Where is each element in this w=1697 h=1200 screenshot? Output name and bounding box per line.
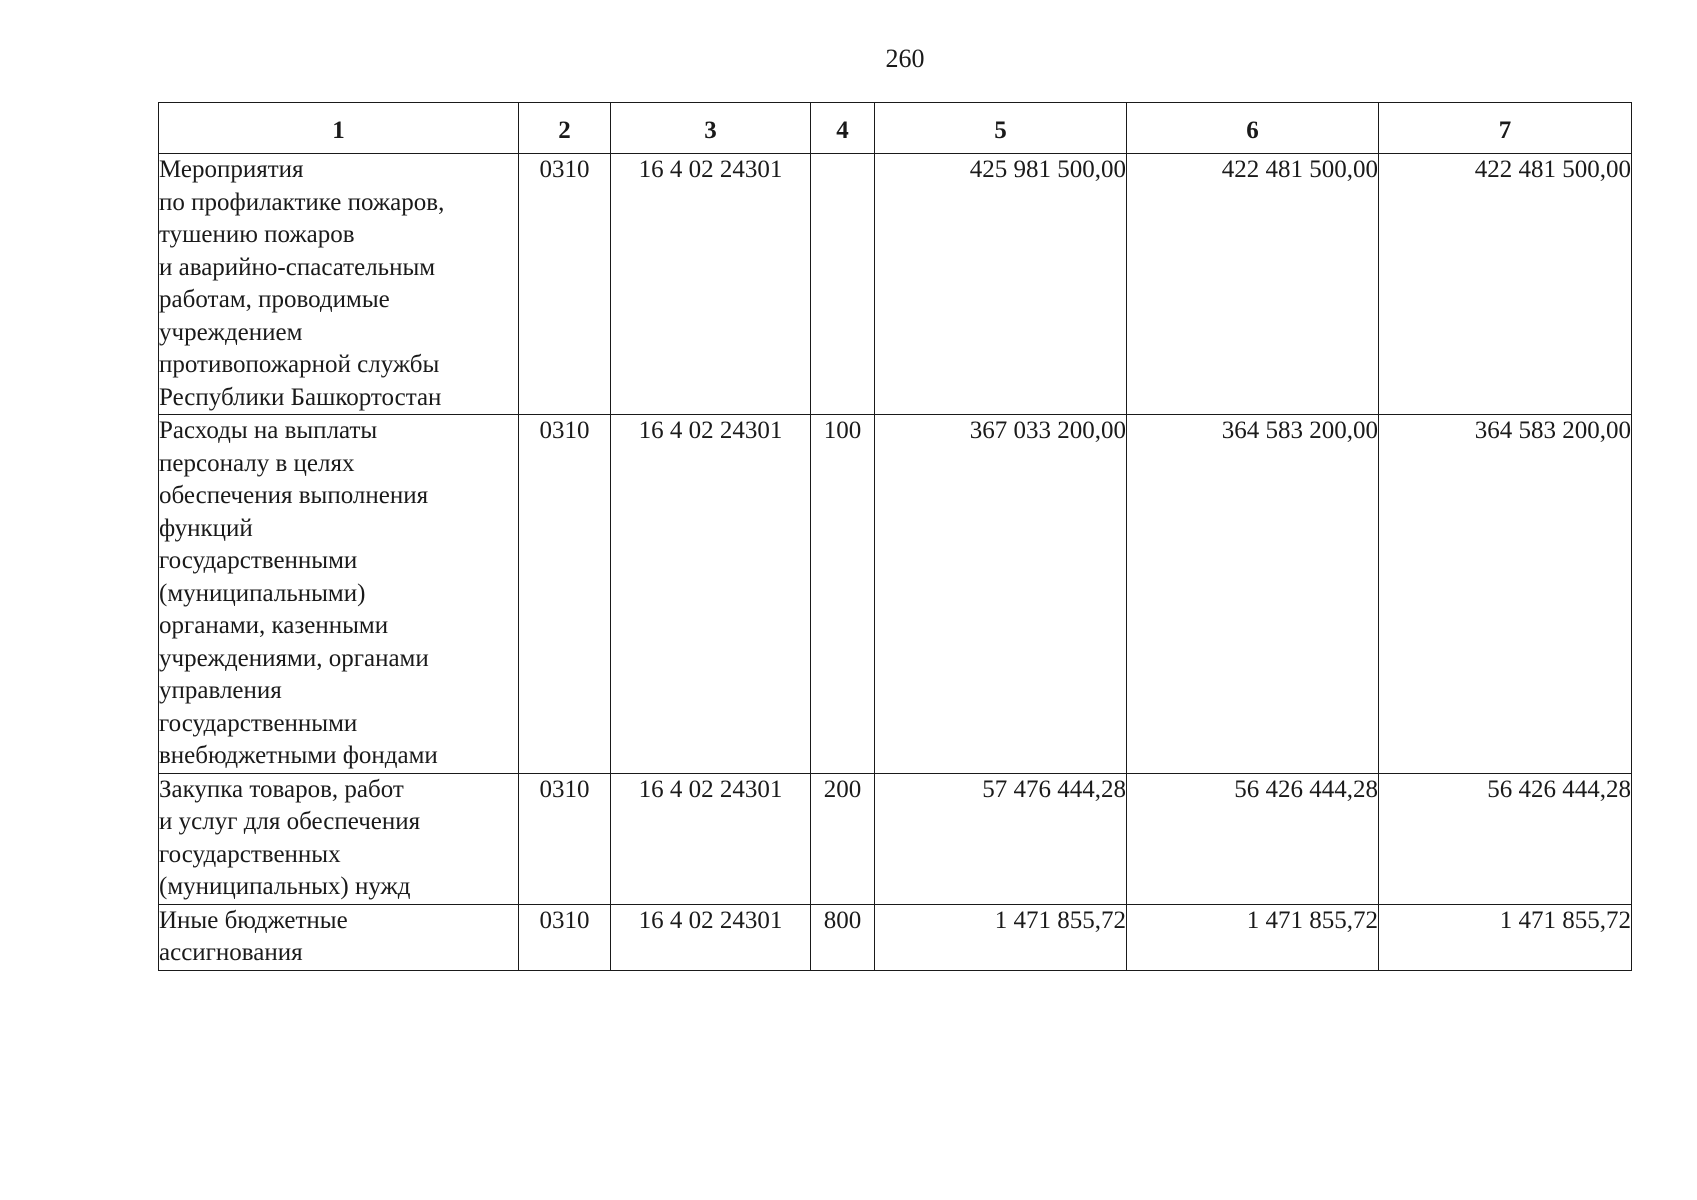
column-header: 4 — [811, 103, 875, 154]
expense-name-cell — [159, 415, 519, 774]
column-header: 5 — [875, 103, 1127, 154]
column-header: 2 — [519, 103, 611, 154]
amount-1-cell: 1 471 855,72 — [875, 904, 1127, 970]
table-row — [159, 904, 1632, 970]
expense-name-line: органами, казенными — [159, 612, 389, 639]
expense-name-line: по профилактике пожаров, — [159, 188, 445, 216]
expense-name-line: (муниципальных) нужд — [159, 873, 411, 900]
table-row — [159, 415, 1632, 774]
expense-type-cell: 800 — [811, 904, 875, 970]
table-row — [159, 154, 1632, 415]
expense-name-line: учреждением — [159, 318, 303, 346]
expense-name-line: противопожарной службы — [159, 351, 440, 378]
amount-2-cell: 56 426 444,28 — [1127, 773, 1379, 904]
expense-type-cell — [811, 154, 875, 415]
expense-name-line: (муниципальными) — [159, 579, 366, 607]
amount-3-cell: 56 426 444,28 — [1379, 773, 1632, 904]
expense-name-line: Закупка товаров, работ — [159, 775, 404, 803]
expense-name-line: Мероприятия — [159, 156, 304, 183]
section-code-cell: 0310 — [519, 904, 611, 970]
expense-name-cell — [159, 773, 519, 904]
page-number: 260 — [885, 44, 925, 73]
expense-name-line: Республики Башкортостан — [159, 383, 442, 411]
budget-table — [158, 102, 1632, 971]
amount-3-cell: 1 471 855,72 — [1379, 904, 1632, 970]
amount-1-cell: 367 033 200,00 — [875, 415, 1127, 774]
target-code-cell: 16 4 02 24301 — [611, 154, 811, 415]
target-code-cell: 16 4 02 24301 — [611, 773, 811, 904]
amount-3-cell: 422 481 500,00 — [1379, 154, 1632, 415]
expense-name-line: государственными — [159, 709, 358, 737]
expense-name-cell — [159, 904, 519, 970]
expense-name-line: Иные бюджетные — [159, 906, 348, 934]
expense-type-cell: 100 — [811, 415, 875, 774]
expense-name-line: обеспечения выполнения — [159, 482, 429, 509]
section-code-cell: 0310 — [519, 154, 611, 415]
amount-2-cell: 364 583 200,00 — [1127, 415, 1379, 774]
expense-name-line: работам, проводимые — [159, 286, 390, 313]
amount-1-cell: 57 476 444,28 — [875, 773, 1127, 904]
expense-name-line: персоналу в целях — [159, 449, 355, 477]
section-code-cell: 0310 — [519, 773, 611, 904]
amount-3-cell: 364 583 200,00 — [1379, 415, 1632, 774]
amount-2-cell: 1 471 855,72 — [1127, 904, 1379, 970]
amount-1-cell: 425 981 500,00 — [875, 154, 1127, 415]
expense-name-line: ассигнования — [159, 939, 303, 966]
expense-name-line: и услуг для обеспечения — [159, 808, 421, 835]
expense-name-line: внебюджетными фондами — [159, 742, 438, 769]
amount-2-cell: 422 481 500,00 — [1127, 154, 1379, 415]
column-header: 6 — [1127, 103, 1379, 154]
expense-name-cell — [159, 154, 519, 415]
column-header: 3 — [611, 103, 811, 154]
expense-name-line: функций — [159, 514, 253, 542]
target-code-cell: 16 4 02 24301 — [611, 904, 811, 970]
expense-name-line: Расходы на выплаты — [159, 417, 378, 444]
expense-name-line: управления — [159, 677, 282, 704]
section-code-cell: 0310 — [519, 415, 611, 774]
column-header: 7 — [1379, 103, 1632, 154]
table-row — [159, 773, 1632, 904]
column-header: 1 — [159, 103, 519, 154]
header-row — [159, 103, 1632, 154]
expense-type-cell: 200 — [811, 773, 875, 904]
expense-name-line: учреждениями, органами — [159, 644, 429, 672]
target-code-cell: 16 4 02 24301 — [611, 415, 811, 774]
expense-name-line: государственными — [159, 547, 358, 574]
expense-name-line: государственных — [159, 840, 341, 868]
expense-name-line: и аварийно-спасательным — [159, 253, 436, 281]
expense-name-line: тушению пожаров — [159, 221, 355, 248]
